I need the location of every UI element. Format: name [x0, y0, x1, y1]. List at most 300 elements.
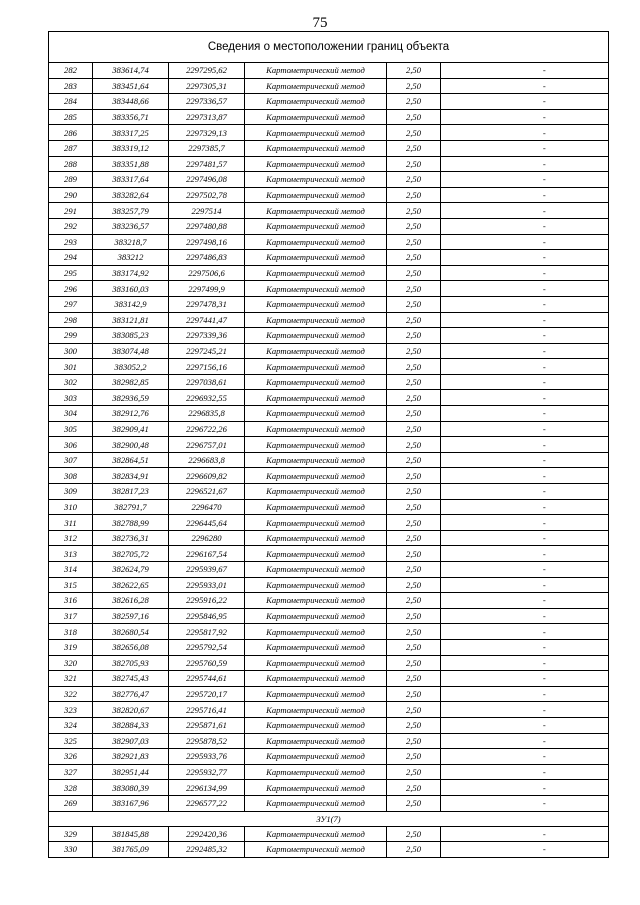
coord-x: 383319,12	[93, 140, 169, 156]
accuracy: 2,50	[387, 717, 441, 733]
description: -	[481, 172, 609, 188]
empty-cell	[441, 328, 481, 344]
point-number: 310	[49, 499, 93, 515]
coord-y: 2297329,13	[169, 125, 245, 141]
point-number: 315	[49, 577, 93, 593]
table-row	[49, 203, 609, 219]
empty-cell	[441, 717, 481, 733]
table-row	[49, 842, 609, 858]
coord-y: 2295933,76	[169, 749, 245, 765]
accuracy: 2,50	[387, 406, 441, 422]
method: Картометрический метод	[245, 218, 387, 234]
coord-x: 382776,47	[93, 686, 169, 702]
description: -	[481, 109, 609, 125]
point-number: 316	[49, 593, 93, 609]
empty-cell	[441, 795, 481, 811]
accuracy: 2,50	[387, 608, 441, 624]
coord-x: 382616,28	[93, 593, 169, 609]
method: Картометрический метод	[245, 780, 387, 796]
point-number: 304	[49, 406, 93, 422]
coord-x: 382624,79	[93, 562, 169, 578]
table-row	[49, 593, 609, 609]
method: Картометрический метод	[245, 546, 387, 562]
coord-y: 2296722,26	[169, 421, 245, 437]
description: -	[481, 468, 609, 484]
coord-y: 2295916,22	[169, 593, 245, 609]
description: -	[481, 624, 609, 640]
table-row	[49, 187, 609, 203]
accuracy: 2,50	[387, 686, 441, 702]
table-row	[49, 546, 609, 562]
point-number: 326	[49, 749, 93, 765]
empty-cell	[441, 281, 481, 297]
accuracy: 2,50	[387, 437, 441, 453]
coord-x: 383074,48	[93, 343, 169, 359]
coord-x: 383080,39	[93, 780, 169, 796]
coord-y: 2297245,21	[169, 343, 245, 359]
coord-y: 2295760,59	[169, 655, 245, 671]
coord-x: 382951,44	[93, 764, 169, 780]
empty-cell	[441, 78, 481, 94]
boundary-coordinates-table	[48, 31, 609, 858]
table-row	[49, 421, 609, 437]
coord-x: 383160,03	[93, 281, 169, 297]
coord-y: 2297514	[169, 203, 245, 219]
table-row	[49, 78, 609, 94]
method: Картометрический метод	[245, 374, 387, 390]
empty-cell	[441, 265, 481, 281]
table-row	[49, 671, 609, 687]
description: -	[481, 125, 609, 141]
accuracy: 2,50	[387, 780, 441, 796]
table-row	[49, 577, 609, 593]
coord-y: 2295792,54	[169, 639, 245, 655]
empty-cell	[441, 140, 481, 156]
empty-cell	[441, 577, 481, 593]
coord-x: 383614,74	[93, 63, 169, 79]
method: Картометрический метод	[245, 468, 387, 484]
coord-x: 382705,93	[93, 655, 169, 671]
point-number: 295	[49, 265, 93, 281]
point-number: 282	[49, 63, 93, 79]
accuracy: 2,50	[387, 421, 441, 437]
point-number: 329	[49, 826, 93, 842]
coord-y: 2295817,92	[169, 624, 245, 640]
accuracy: 2,50	[387, 484, 441, 500]
point-number: 284	[49, 94, 93, 110]
coord-x: 383317,25	[93, 125, 169, 141]
description: -	[481, 795, 609, 811]
method: Картометрический метод	[245, 406, 387, 422]
table-row	[49, 390, 609, 406]
method: Картометрический метод	[245, 156, 387, 172]
table-row	[49, 795, 609, 811]
description: -	[481, 530, 609, 546]
coord-y: 2297498,16	[169, 234, 245, 250]
accuracy: 2,50	[387, 795, 441, 811]
description: -	[481, 390, 609, 406]
description: -	[481, 218, 609, 234]
accuracy: 2,50	[387, 156, 441, 172]
method: Картометрический метод	[245, 328, 387, 344]
method: Картометрический метод	[245, 733, 387, 749]
point-number: 302	[49, 374, 93, 390]
point-number: 292	[49, 218, 93, 234]
coord-y: 2297481,57	[169, 156, 245, 172]
coord-x: 382982,85	[93, 374, 169, 390]
empty-cell	[441, 390, 481, 406]
table-row	[49, 452, 609, 468]
point-number: 305	[49, 421, 93, 437]
coord-y: 2295871,61	[169, 717, 245, 733]
method: Картометрический метод	[245, 499, 387, 515]
table-row	[49, 109, 609, 125]
description: -	[481, 671, 609, 687]
point-number: 330	[49, 842, 93, 858]
description: -	[481, 780, 609, 796]
section-label: ЗУ1(7)	[49, 811, 609, 826]
coord-y: 2295846,95	[169, 608, 245, 624]
method: Картометрический метод	[245, 749, 387, 765]
accuracy: 2,50	[387, 826, 441, 842]
coord-x: 383142,9	[93, 296, 169, 312]
empty-cell	[441, 125, 481, 141]
description: -	[481, 63, 609, 79]
description: -	[481, 733, 609, 749]
table-row	[49, 484, 609, 500]
coord-y: 2296609,82	[169, 468, 245, 484]
point-number: 312	[49, 530, 93, 546]
coord-x: 382791,7	[93, 499, 169, 515]
point-number: 323	[49, 702, 93, 718]
empty-cell	[441, 749, 481, 765]
point-number: 300	[49, 343, 93, 359]
coord-y: 2297336,57	[169, 94, 245, 110]
accuracy: 2,50	[387, 452, 441, 468]
coord-x: 382907,03	[93, 733, 169, 749]
coord-y: 2297480,88	[169, 218, 245, 234]
page-number: 75	[312, 15, 328, 31]
empty-cell	[441, 702, 481, 718]
coord-y: 2297502,78	[169, 187, 245, 203]
method: Картометрический метод	[245, 795, 387, 811]
coord-y: 2295933,01	[169, 577, 245, 593]
empty-cell	[441, 764, 481, 780]
table-row	[49, 312, 609, 328]
point-number: 311	[49, 515, 93, 531]
coord-x: 382864,51	[93, 452, 169, 468]
table-row	[49, 343, 609, 359]
coord-x: 383052,2	[93, 359, 169, 375]
empty-cell	[441, 296, 481, 312]
accuracy: 2,50	[387, 140, 441, 156]
coord-x: 383448,66	[93, 94, 169, 110]
table-row	[49, 63, 609, 79]
accuracy: 2,50	[387, 94, 441, 110]
table-row	[49, 172, 609, 188]
coord-x: 382921,83	[93, 749, 169, 765]
description: -	[481, 421, 609, 437]
empty-cell	[441, 63, 481, 79]
coord-x: 382884,33	[93, 717, 169, 733]
table-row	[49, 374, 609, 390]
coord-x: 383451,64	[93, 78, 169, 94]
point-number: 283	[49, 78, 93, 94]
empty-cell	[441, 593, 481, 609]
accuracy: 2,50	[387, 125, 441, 141]
table-row	[49, 764, 609, 780]
coord-y: 2292485,32	[169, 842, 245, 858]
coord-y: 2297295,62	[169, 63, 245, 79]
coord-y: 2296134,99	[169, 780, 245, 796]
empty-cell	[441, 624, 481, 640]
coord-y: 2297441,47	[169, 312, 245, 328]
table-row	[49, 140, 609, 156]
point-number: 325	[49, 733, 93, 749]
point-number: 314	[49, 562, 93, 578]
accuracy: 2,50	[387, 343, 441, 359]
description: -	[481, 156, 609, 172]
coord-y: 2297305,31	[169, 78, 245, 94]
accuracy: 2,50	[387, 187, 441, 203]
point-number: 303	[49, 390, 93, 406]
description: -	[481, 686, 609, 702]
method: Картометрический метод	[245, 624, 387, 640]
coord-y: 2296835,8	[169, 406, 245, 422]
accuracy: 2,50	[387, 296, 441, 312]
description: -	[481, 608, 609, 624]
empty-cell	[441, 312, 481, 328]
empty-cell	[441, 359, 481, 375]
table-row	[49, 515, 609, 531]
empty-cell	[441, 187, 481, 203]
point-number: 296	[49, 281, 93, 297]
description: -	[481, 499, 609, 515]
empty-cell	[441, 406, 481, 422]
coord-x: 383282,64	[93, 187, 169, 203]
coord-y: 2297156,16	[169, 359, 245, 375]
table-row	[49, 265, 609, 281]
empty-cell	[441, 437, 481, 453]
point-number: 289	[49, 172, 93, 188]
coord-y: 2297506,6	[169, 265, 245, 281]
table-row	[49, 717, 609, 733]
table-row	[49, 437, 609, 453]
method: Картометрический метод	[245, 172, 387, 188]
method: Картометрический метод	[245, 562, 387, 578]
coord-x: 382936,59	[93, 390, 169, 406]
empty-cell	[441, 826, 481, 842]
accuracy: 2,50	[387, 234, 441, 250]
description: -	[481, 764, 609, 780]
table-title-row	[49, 32, 609, 63]
coord-x: 381845,88	[93, 826, 169, 842]
empty-cell	[441, 343, 481, 359]
table-row	[49, 125, 609, 141]
point-number: 288	[49, 156, 93, 172]
method: Картометрический метод	[245, 63, 387, 79]
accuracy: 2,50	[387, 624, 441, 640]
table-row	[49, 702, 609, 718]
point-number: 299	[49, 328, 93, 344]
empty-cell	[441, 250, 481, 266]
coord-x: 383174,92	[93, 265, 169, 281]
method: Картометрический метод	[245, 281, 387, 297]
point-number: 293	[49, 234, 93, 250]
point-number: 290	[49, 187, 93, 203]
description: -	[481, 250, 609, 266]
empty-cell	[441, 780, 481, 796]
accuracy: 2,50	[387, 78, 441, 94]
method: Картометрический метод	[245, 655, 387, 671]
description: -	[481, 359, 609, 375]
method: Картометрический метод	[245, 343, 387, 359]
empty-cell	[441, 374, 481, 390]
coord-x: 383351,88	[93, 156, 169, 172]
description: -	[481, 484, 609, 500]
empty-cell	[441, 156, 481, 172]
coord-x: 383236,57	[93, 218, 169, 234]
coord-y: 2295716,41	[169, 702, 245, 718]
accuracy: 2,50	[387, 655, 441, 671]
coord-y: 2297313,87	[169, 109, 245, 125]
coord-x: 382900,48	[93, 437, 169, 453]
accuracy: 2,50	[387, 749, 441, 765]
table-row	[49, 655, 609, 671]
coord-y: 2296757,01	[169, 437, 245, 453]
table-row	[49, 780, 609, 796]
accuracy: 2,50	[387, 577, 441, 593]
accuracy: 2,50	[387, 359, 441, 375]
accuracy: 2,50	[387, 63, 441, 79]
table-row	[49, 624, 609, 640]
accuracy: 2,50	[387, 109, 441, 125]
point-number: 297	[49, 296, 93, 312]
accuracy: 2,50	[387, 203, 441, 219]
description: -	[481, 296, 609, 312]
accuracy: 2,50	[387, 639, 441, 655]
accuracy: 2,50	[387, 328, 441, 344]
description: -	[481, 655, 609, 671]
coord-x: 383167,96	[93, 795, 169, 811]
table-row	[49, 733, 609, 749]
description: -	[481, 842, 609, 858]
accuracy: 2,50	[387, 764, 441, 780]
table-row	[49, 406, 609, 422]
description: -	[481, 639, 609, 655]
point-number: 306	[49, 437, 93, 453]
empty-cell	[441, 639, 481, 655]
point-number: 287	[49, 140, 93, 156]
coord-x: 382680,54	[93, 624, 169, 640]
empty-cell	[441, 218, 481, 234]
coord-x: 383085,23	[93, 328, 169, 344]
point-number: 308	[49, 468, 93, 484]
method: Картометрический метод	[245, 826, 387, 842]
coord-y: 2296280	[169, 530, 245, 546]
empty-cell	[441, 172, 481, 188]
point-number: 313	[49, 546, 93, 562]
point-number: 309	[49, 484, 93, 500]
point-number: 321	[49, 671, 93, 687]
method: Картометрический метод	[245, 250, 387, 266]
point-number: 286	[49, 125, 93, 141]
table-row	[49, 639, 609, 655]
accuracy: 2,50	[387, 218, 441, 234]
description: -	[481, 826, 609, 842]
coord-x: 383317,64	[93, 172, 169, 188]
accuracy: 2,50	[387, 172, 441, 188]
method: Картометрический метод	[245, 125, 387, 141]
description: -	[481, 515, 609, 531]
coord-y: 2292420,36	[169, 826, 245, 842]
table-row	[49, 94, 609, 110]
description: -	[481, 437, 609, 453]
coord-x: 382705,72	[93, 546, 169, 562]
empty-cell	[441, 468, 481, 484]
method: Картометрический метод	[245, 842, 387, 858]
coord-y: 2296167,54	[169, 546, 245, 562]
empty-cell	[441, 109, 481, 125]
accuracy: 2,50	[387, 702, 441, 718]
coord-x: 382912,76	[93, 406, 169, 422]
coord-y: 2296445,64	[169, 515, 245, 531]
description: -	[481, 140, 609, 156]
section-row	[49, 811, 609, 826]
method: Картометрический метод	[245, 109, 387, 125]
description: -	[481, 94, 609, 110]
point-number: 301	[49, 359, 93, 375]
coord-x: 382622,65	[93, 577, 169, 593]
coord-x: 382817,23	[93, 484, 169, 500]
accuracy: 2,50	[387, 562, 441, 578]
empty-cell	[441, 671, 481, 687]
coord-x: 382656,08	[93, 639, 169, 655]
description: -	[481, 546, 609, 562]
method: Картометрический метод	[245, 140, 387, 156]
table-row	[49, 562, 609, 578]
description: -	[481, 577, 609, 593]
table-row	[49, 749, 609, 765]
description: -	[481, 234, 609, 250]
table-title: Сведения о местоположении границ объекта	[49, 32, 609, 63]
method: Картометрический метод	[245, 203, 387, 219]
table-row	[49, 328, 609, 344]
point-number: 322	[49, 686, 93, 702]
accuracy: 2,50	[387, 499, 441, 515]
point-number: 318	[49, 624, 93, 640]
accuracy: 2,50	[387, 842, 441, 858]
point-number: 285	[49, 109, 93, 125]
table-row	[49, 608, 609, 624]
table-row	[49, 686, 609, 702]
coord-x: 381765,09	[93, 842, 169, 858]
table-row	[49, 250, 609, 266]
coord-y: 2295720,17	[169, 686, 245, 702]
accuracy: 2,50	[387, 468, 441, 484]
point-number: 317	[49, 608, 93, 624]
method: Картометрический метод	[245, 764, 387, 780]
accuracy: 2,50	[387, 546, 441, 562]
empty-cell	[441, 546, 481, 562]
method: Картометрический метод	[245, 686, 387, 702]
point-number: 298	[49, 312, 93, 328]
coord-y: 2297499,9	[169, 281, 245, 297]
method: Картометрический метод	[245, 390, 387, 406]
method: Картометрический метод	[245, 639, 387, 655]
coord-y: 2297385,7	[169, 140, 245, 156]
description: -	[481, 593, 609, 609]
